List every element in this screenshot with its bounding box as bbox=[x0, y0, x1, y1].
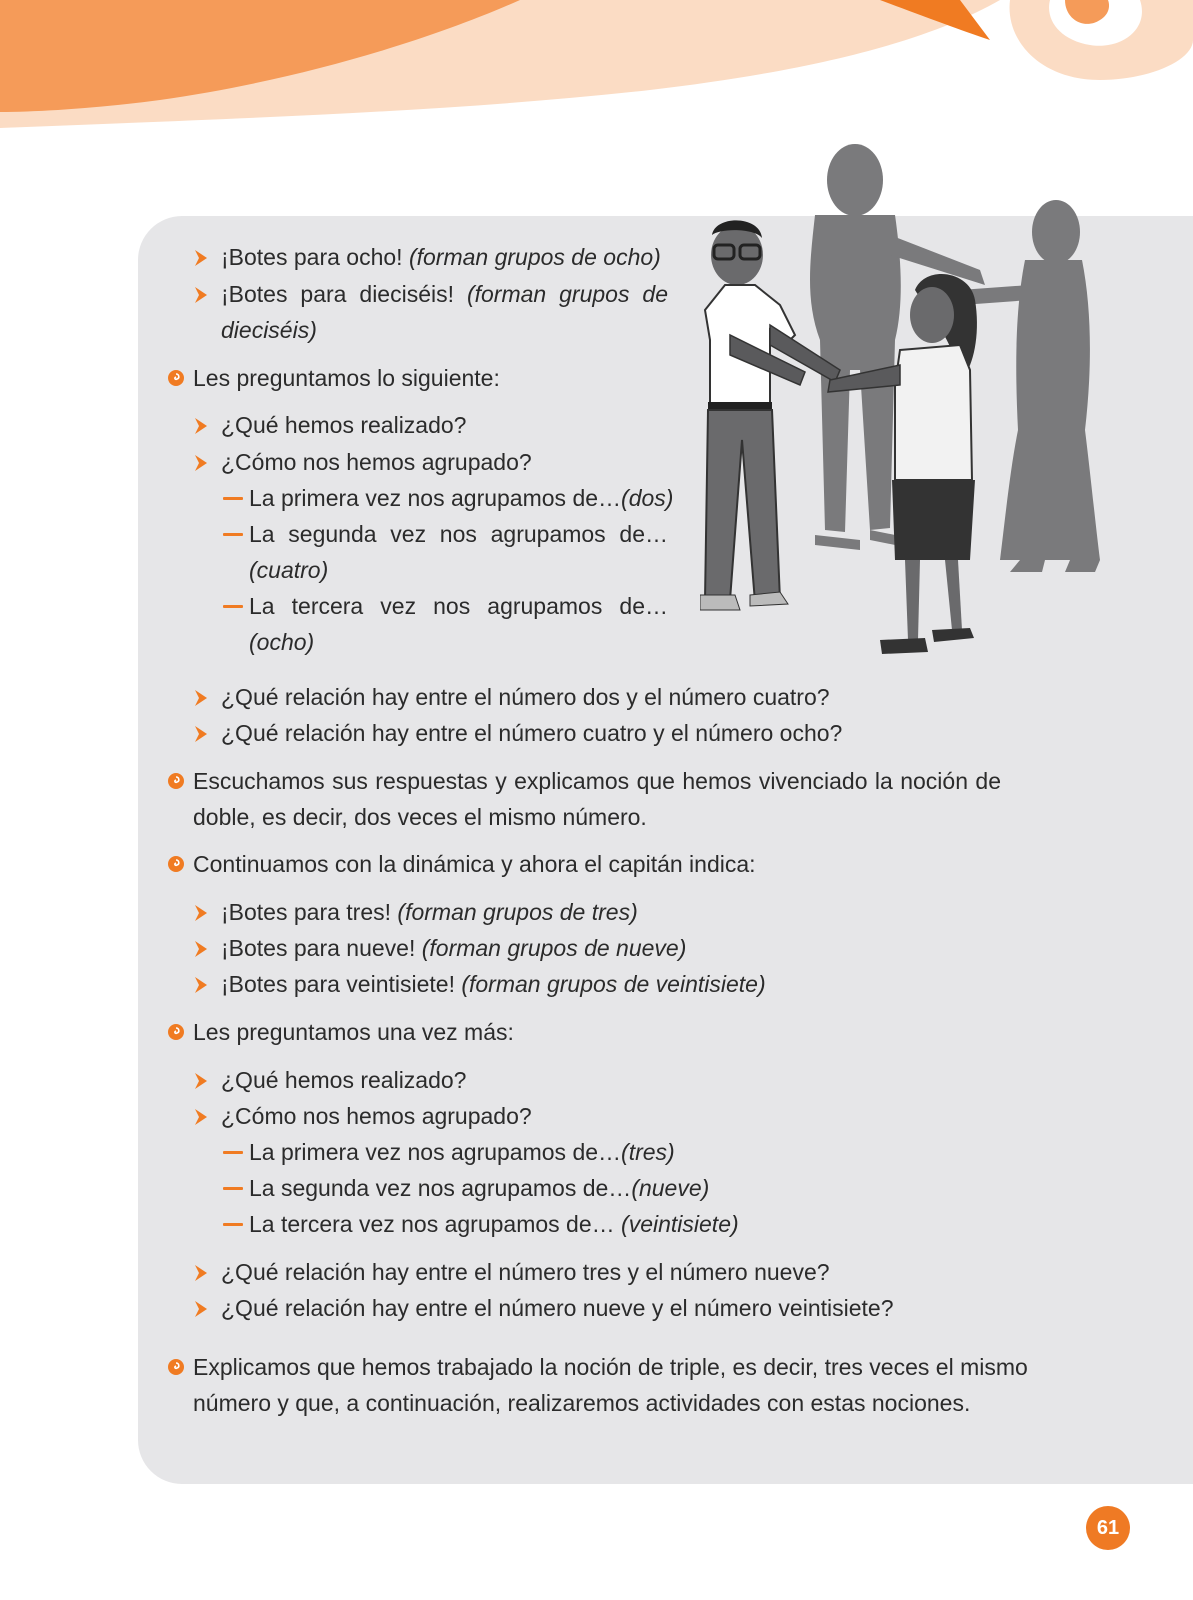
text-line: (cuatro) bbox=[249, 557, 329, 583]
text-line: ¿Qué hemos realizado? bbox=[221, 412, 467, 438]
text-line: ¿Cómo nos hemos agrupado? bbox=[221, 1103, 532, 1129]
header-wave-decoration bbox=[0, 0, 1193, 150]
swirl-bullet-icon bbox=[167, 1358, 185, 1376]
chevron-right-icon bbox=[194, 417, 208, 435]
text-line: La primera vez nos agrupamos de…(dos) bbox=[249, 485, 674, 511]
text-line: ¿Qué relación hay entre el número dos y el número cuatro? bbox=[221, 684, 830, 710]
text-line: ¡Botes para veintisiete! (forman grupos de veintisiete) bbox=[221, 971, 766, 997]
text-line: Les preguntamos lo siguiente: bbox=[193, 365, 500, 391]
chevron-right-icon bbox=[194, 940, 208, 958]
chevron-right-icon bbox=[194, 725, 208, 743]
text-line: ¿Qué relación hay entre el número nueve y el número veintisiete? bbox=[221, 1295, 894, 1321]
swirl-bullet-icon bbox=[167, 855, 185, 873]
text-line: La tercera vez nos agrupamos de… bbox=[249, 593, 668, 619]
text-line: Explicamos que hemos trabajado la noción de triple, es decir, tres veces el mismo bbox=[193, 1354, 1028, 1380]
chevron-right-icon bbox=[194, 1108, 208, 1126]
text-line: dieciséis) bbox=[221, 317, 317, 343]
page-number-badge: 61 bbox=[1086, 1506, 1130, 1550]
text-line: La primera vez nos agrupamos de…(tres) bbox=[249, 1139, 675, 1165]
dash-icon bbox=[223, 533, 243, 536]
text-line: ¡Botes para ocho! (forman grupos de ocho) bbox=[221, 244, 661, 270]
swirl-bullet-icon bbox=[167, 369, 185, 387]
dash-icon bbox=[223, 1187, 243, 1190]
dash-icon bbox=[223, 497, 243, 500]
chevron-right-icon bbox=[194, 286, 208, 304]
dash-icon bbox=[223, 1223, 243, 1226]
text-line: Continuamos con la dinámica y ahora el capitán indica: bbox=[193, 851, 756, 877]
chevron-right-icon bbox=[194, 249, 208, 267]
text-line: doble, es decir, dos veces el mismo número. bbox=[193, 804, 647, 830]
text-line: ¡Botes para tres! (forman grupos de tres) bbox=[221, 899, 638, 925]
dash-icon bbox=[223, 605, 243, 608]
chevron-right-icon bbox=[194, 976, 208, 994]
swirl-bullet-icon bbox=[167, 772, 185, 790]
text-line: La tercera vez nos agrupamos de… (veintisiete) bbox=[249, 1211, 739, 1237]
swirl-bullet-icon bbox=[167, 1023, 185, 1041]
text-line: ¿Qué hemos realizado? bbox=[221, 1067, 467, 1093]
text-line: Escuchamos sus respuestas y explicamos que hemos vivenciado la noción de bbox=[193, 768, 1001, 794]
text-line: La segunda vez nos agrupamos de… bbox=[249, 521, 668, 547]
text-line: ¿Qué relación hay entre el número cuatro y el número ocho? bbox=[221, 720, 843, 746]
text-line: Les preguntamos una vez más: bbox=[193, 1019, 514, 1045]
dash-icon bbox=[223, 1151, 243, 1154]
chevron-right-icon bbox=[194, 1072, 208, 1090]
text-line: ¿Qué relación hay entre el número tres y el número nueve? bbox=[221, 1259, 830, 1285]
chevron-right-icon bbox=[194, 904, 208, 922]
chevron-right-icon bbox=[194, 454, 208, 472]
chevron-right-icon bbox=[194, 1264, 208, 1282]
chevron-right-icon bbox=[194, 1300, 208, 1318]
text-line: (ocho) bbox=[249, 629, 315, 655]
text-line: ¡Botes para nueve! (forman grupos de nueve) bbox=[221, 935, 687, 961]
text-line: número y que, a continuación, realizaremos actividades con estas nociones. bbox=[193, 1390, 971, 1416]
text-line: ¿Cómo nos hemos agrupado? bbox=[221, 449, 532, 475]
text-line: ¡Botes para dieciséis! (forman grupos de bbox=[221, 281, 668, 307]
people-holding-hands-illustration bbox=[700, 140, 1130, 680]
text-line: La segunda vez nos agrupamos de…(nueve) bbox=[249, 1175, 710, 1201]
chevron-right-icon bbox=[194, 689, 208, 707]
